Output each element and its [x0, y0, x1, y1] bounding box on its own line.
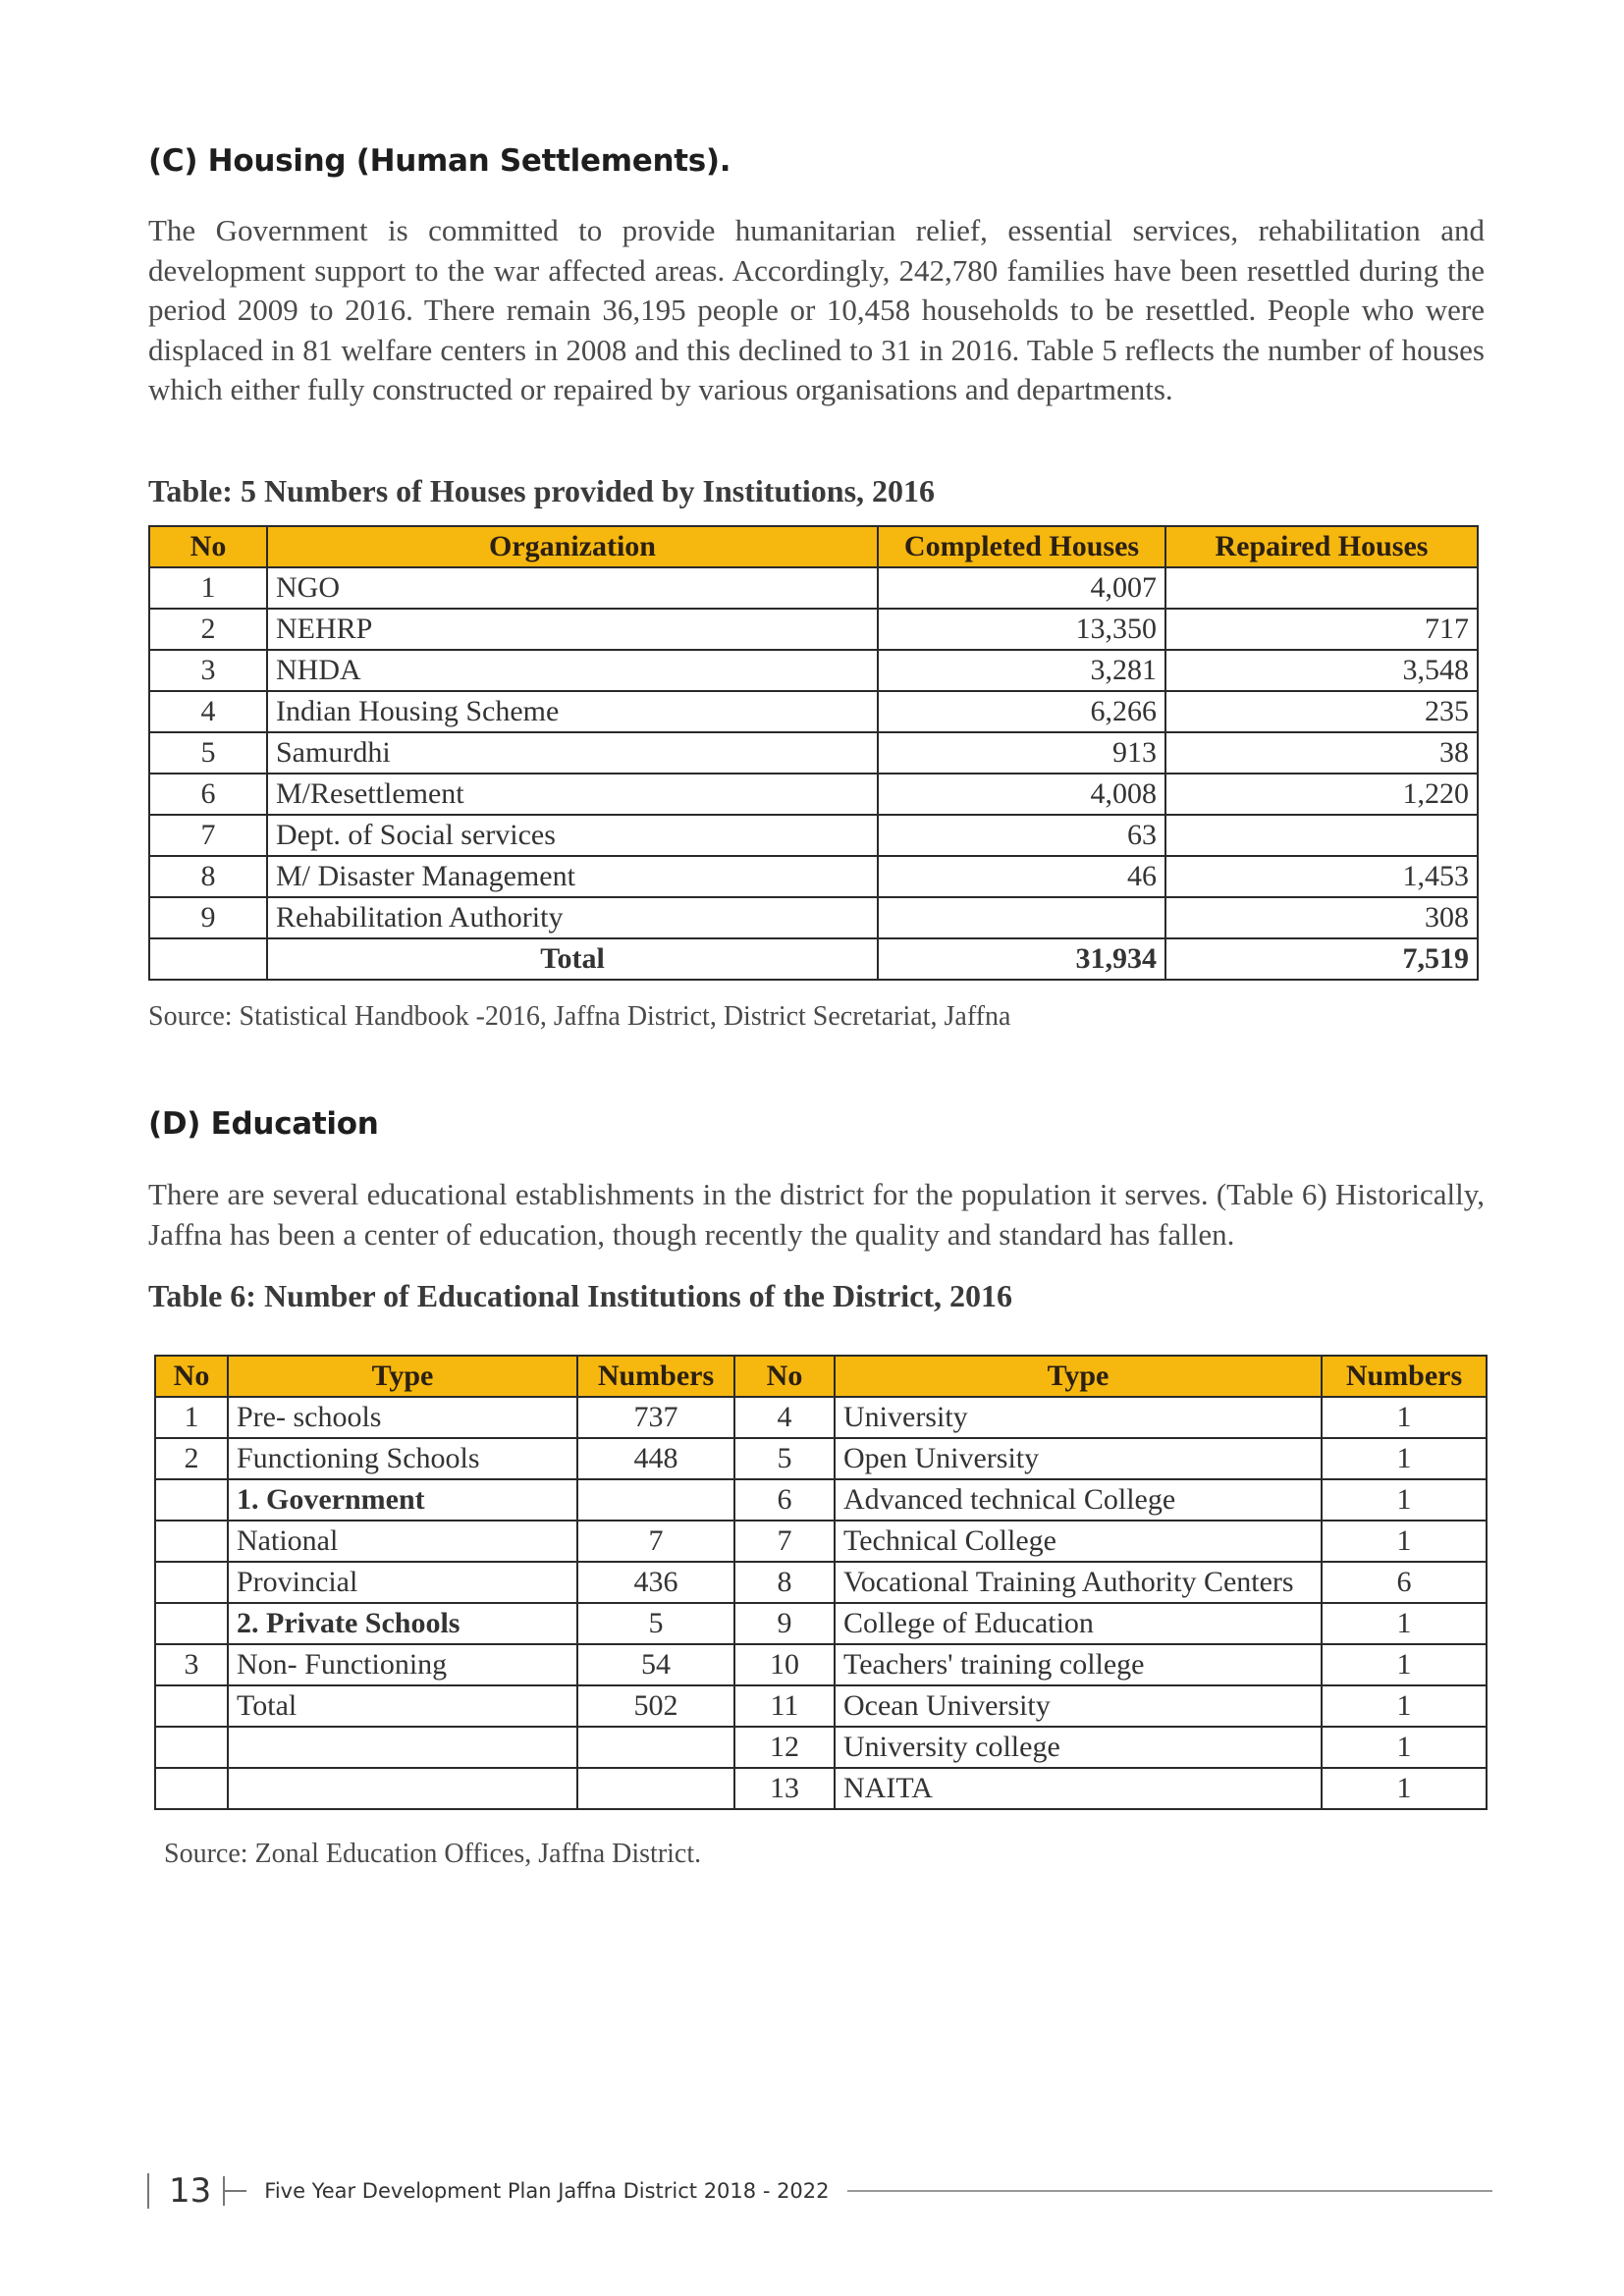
houses-total-row — [149, 938, 1478, 980]
footer-dash — [225, 2190, 246, 2192]
row-no-right: 11 — [734, 1685, 835, 1727]
row-no: 3 — [149, 650, 267, 691]
row-repaired — [1165, 815, 1478, 856]
row-organization: Rehabilitation Authority — [267, 897, 878, 938]
row-numbers-right: 1 — [1322, 1603, 1487, 1644]
row-no: 9 — [149, 897, 267, 938]
table5-source: Source: Statistical Handbook -2016, Jaffna District, District Secretariat, Jaffna — [148, 1001, 1011, 1032]
footer-left-bar — [147, 2173, 149, 2209]
col-header-type-left: Type — [228, 1356, 577, 1397]
total-label: Total — [267, 938, 878, 980]
education-table — [154, 1355, 1488, 1810]
row-type-right: Teachers' training college — [835, 1644, 1322, 1685]
row-no-right: 4 — [734, 1397, 835, 1438]
education-heading: (D) Education — [148, 1106, 379, 1142]
row-numbers-left — [577, 1479, 734, 1521]
table-row — [155, 1603, 1487, 1644]
row-no-right: 13 — [734, 1768, 835, 1809]
table-row — [155, 1768, 1487, 1809]
table-row — [155, 1562, 1487, 1603]
row-type-right: College of Education — [835, 1603, 1322, 1644]
row-no-left — [155, 1768, 228, 1809]
row-repaired: 717 — [1165, 609, 1478, 650]
table-row — [155, 1685, 1487, 1727]
table-row — [155, 1727, 1487, 1768]
col-header-numbers-right: Numbers — [1322, 1356, 1487, 1397]
housing-heading: (C) Housing (Human Settlements). — [148, 143, 731, 179]
row-no: 1 — [149, 567, 267, 609]
table-row — [149, 856, 1478, 897]
row-no: 8 — [149, 856, 267, 897]
table6-caption: Table 6: Number of Educational Institutions of the District, 2016 — [148, 1278, 1013, 1313]
row-numbers-left: 7 — [577, 1521, 734, 1562]
row-type-right: Technical College — [835, 1521, 1322, 1562]
row-numbers-right: 1 — [1322, 1727, 1487, 1768]
table5-caption: Table: 5 Numbers of Houses provided by Institutions, 2016 — [148, 473, 936, 508]
row-numbers-left: 502 — [577, 1685, 734, 1727]
row-numbers-left: 448 — [577, 1438, 734, 1479]
row-numbers-right: 1 — [1322, 1479, 1487, 1521]
row-type-right: NAITA — [835, 1768, 1322, 1809]
row-no-right: 5 — [734, 1438, 835, 1479]
row-no-left: 3 — [155, 1644, 228, 1685]
houses-table-body — [149, 567, 1478, 938]
row-numbers-left: 54 — [577, 1644, 734, 1685]
row-type-left: Provincial — [228, 1562, 577, 1603]
page-number: 13 — [169, 2171, 212, 2211]
row-type-right: Advanced technical College — [835, 1479, 1322, 1521]
houses-header-row — [149, 526, 1478, 567]
row-no-left — [155, 1727, 228, 1768]
row-type-left: Pre- schools — [228, 1397, 577, 1438]
row-no: 6 — [149, 774, 267, 815]
row-organization: Indian Housing Scheme — [267, 691, 878, 732]
table-row — [155, 1479, 1487, 1521]
col-header-completed: Completed Houses — [878, 526, 1165, 567]
row-numbers-left: 737 — [577, 1397, 734, 1438]
row-repaired — [1165, 567, 1478, 609]
row-numbers-right: 1 — [1322, 1685, 1487, 1727]
row-completed: 63 — [878, 815, 1165, 856]
col-header-no-left: No — [155, 1356, 228, 1397]
row-type-left: Non- Functioning — [228, 1644, 577, 1685]
row-repaired: 38 — [1165, 732, 1478, 774]
education-table-body — [155, 1397, 1487, 1809]
table-row — [149, 567, 1478, 609]
row-type-left: 2. Private Schools — [228, 1603, 577, 1644]
col-header-no-right: No — [734, 1356, 835, 1397]
page-footer — [147, 2171, 1492, 2211]
row-repaired: 1,453 — [1165, 856, 1478, 897]
table-row — [149, 732, 1478, 774]
table-row — [149, 650, 1478, 691]
row-type-left: National — [228, 1521, 577, 1562]
row-organization: NHDA — [267, 650, 878, 691]
row-no-right: 8 — [734, 1562, 835, 1603]
row-repaired: 1,220 — [1165, 774, 1478, 815]
row-organization: M/Resettlement — [267, 774, 878, 815]
row-no: 7 — [149, 815, 267, 856]
row-no-left — [155, 1685, 228, 1727]
row-numbers-right: 1 — [1322, 1397, 1487, 1438]
row-completed — [878, 897, 1165, 938]
col-header-organization: Organization — [267, 526, 878, 567]
education-paragraph: There are several educational establishments in the district for the population it serves. (Table 6) Historically, Jaffna has been a center of education, though recently the quality and standard has fallen. — [148, 1177, 1485, 1252]
col-header-type-right: Type — [835, 1356, 1322, 1397]
table-row — [155, 1438, 1487, 1479]
row-organization: NGO — [267, 567, 878, 609]
table-row — [149, 691, 1478, 732]
row-organization: NEHRP — [267, 609, 878, 650]
row-no-left — [155, 1479, 228, 1521]
row-repaired: 3,548 — [1165, 650, 1478, 691]
row-type-left: Total — [228, 1685, 577, 1727]
row-no-left: 2 — [155, 1438, 228, 1479]
row-numbers-right: 1 — [1322, 1768, 1487, 1809]
row-numbers-left: 5 — [577, 1603, 734, 1644]
table-row — [149, 609, 1478, 650]
row-type-right: Vocational Training Authority Centers — [835, 1562, 1322, 1603]
row-completed: 46 — [878, 856, 1165, 897]
footer-title: Five Year Development Plan Jaffna District 2018 - 2022 — [264, 2179, 830, 2203]
table-row — [155, 1521, 1487, 1562]
row-type-right: Ocean University — [835, 1685, 1322, 1727]
row-numbers-right: 1 — [1322, 1438, 1487, 1479]
row-completed: 4,007 — [878, 567, 1165, 609]
row-type-right: University — [835, 1397, 1322, 1438]
row-numbers-right: 1 — [1322, 1521, 1487, 1562]
row-repaired: 308 — [1165, 897, 1478, 938]
total-completed: 31,934 — [878, 938, 1165, 980]
row-type-right: University college — [835, 1727, 1322, 1768]
row-type-left: 1. Government — [228, 1479, 577, 1521]
row-type-left — [228, 1768, 577, 1809]
row-no-right: 9 — [734, 1603, 835, 1644]
row-type-right: Open University — [835, 1438, 1322, 1479]
row-organization: Dept. of Social services — [267, 815, 878, 856]
row-numbers-right: 6 — [1322, 1562, 1487, 1603]
row-no-left — [155, 1562, 228, 1603]
row-no-left: 1 — [155, 1397, 228, 1438]
footer-rule — [847, 2190, 1492, 2192]
row-type-left — [228, 1727, 577, 1768]
row-no-right: 12 — [734, 1727, 835, 1768]
education-header-row — [155, 1356, 1487, 1397]
col-header-repaired: Repaired Houses — [1165, 526, 1478, 567]
row-no-right: 10 — [734, 1644, 835, 1685]
row-no-left — [155, 1603, 228, 1644]
row-numbers-left: 436 — [577, 1562, 734, 1603]
row-completed: 4,008 — [878, 774, 1165, 815]
row-numbers-right: 1 — [1322, 1644, 1487, 1685]
row-numbers-left — [577, 1768, 734, 1809]
row-no-left — [155, 1521, 228, 1562]
row-type-left: Functioning Schools — [228, 1438, 577, 1479]
row-numbers-left — [577, 1727, 734, 1768]
row-no: 2 — [149, 609, 267, 650]
table-row — [155, 1644, 1487, 1685]
row-no: 4 — [149, 691, 267, 732]
table-row — [149, 897, 1478, 938]
total-repaired: 7,519 — [1165, 938, 1478, 980]
row-repaired: 235 — [1165, 691, 1478, 732]
table-row — [149, 774, 1478, 815]
row-no-right: 7 — [734, 1521, 835, 1562]
row-no: 5 — [149, 732, 267, 774]
table-row — [155, 1397, 1487, 1438]
total-no-cell — [149, 938, 267, 980]
row-organization: Samurdhi — [267, 732, 878, 774]
col-header-numbers-left: Numbers — [577, 1356, 734, 1397]
row-no-right: 6 — [734, 1479, 835, 1521]
row-completed: 3,281 — [878, 650, 1165, 691]
row-completed: 13,350 — [878, 609, 1165, 650]
row-organization: M/ Disaster Management — [267, 856, 878, 897]
row-completed: 6,266 — [878, 691, 1165, 732]
row-completed: 913 — [878, 732, 1165, 774]
housing-paragraph: The Government is committed to provide humanitarian relief, essential services, rehabilitation and development support to the war affected areas. Accordingly, 242,780 families have been resettled during the period 2009 to 2016. There remain 36,195 people or 10,458 households to be resettled. People who were displaced in 81 welfare centers in 2008 and this declined to 31 in 2016. Table 5 reflects the number of houses which either fully constructed or repaired by various organisations and departments. — [148, 213, 1485, 406]
table6-source: Source: Zonal Education Offices, Jaffna District. — [164, 1839, 702, 1869]
col-header-no: No — [149, 526, 267, 567]
houses-table — [148, 525, 1479, 981]
table-row — [149, 815, 1478, 856]
